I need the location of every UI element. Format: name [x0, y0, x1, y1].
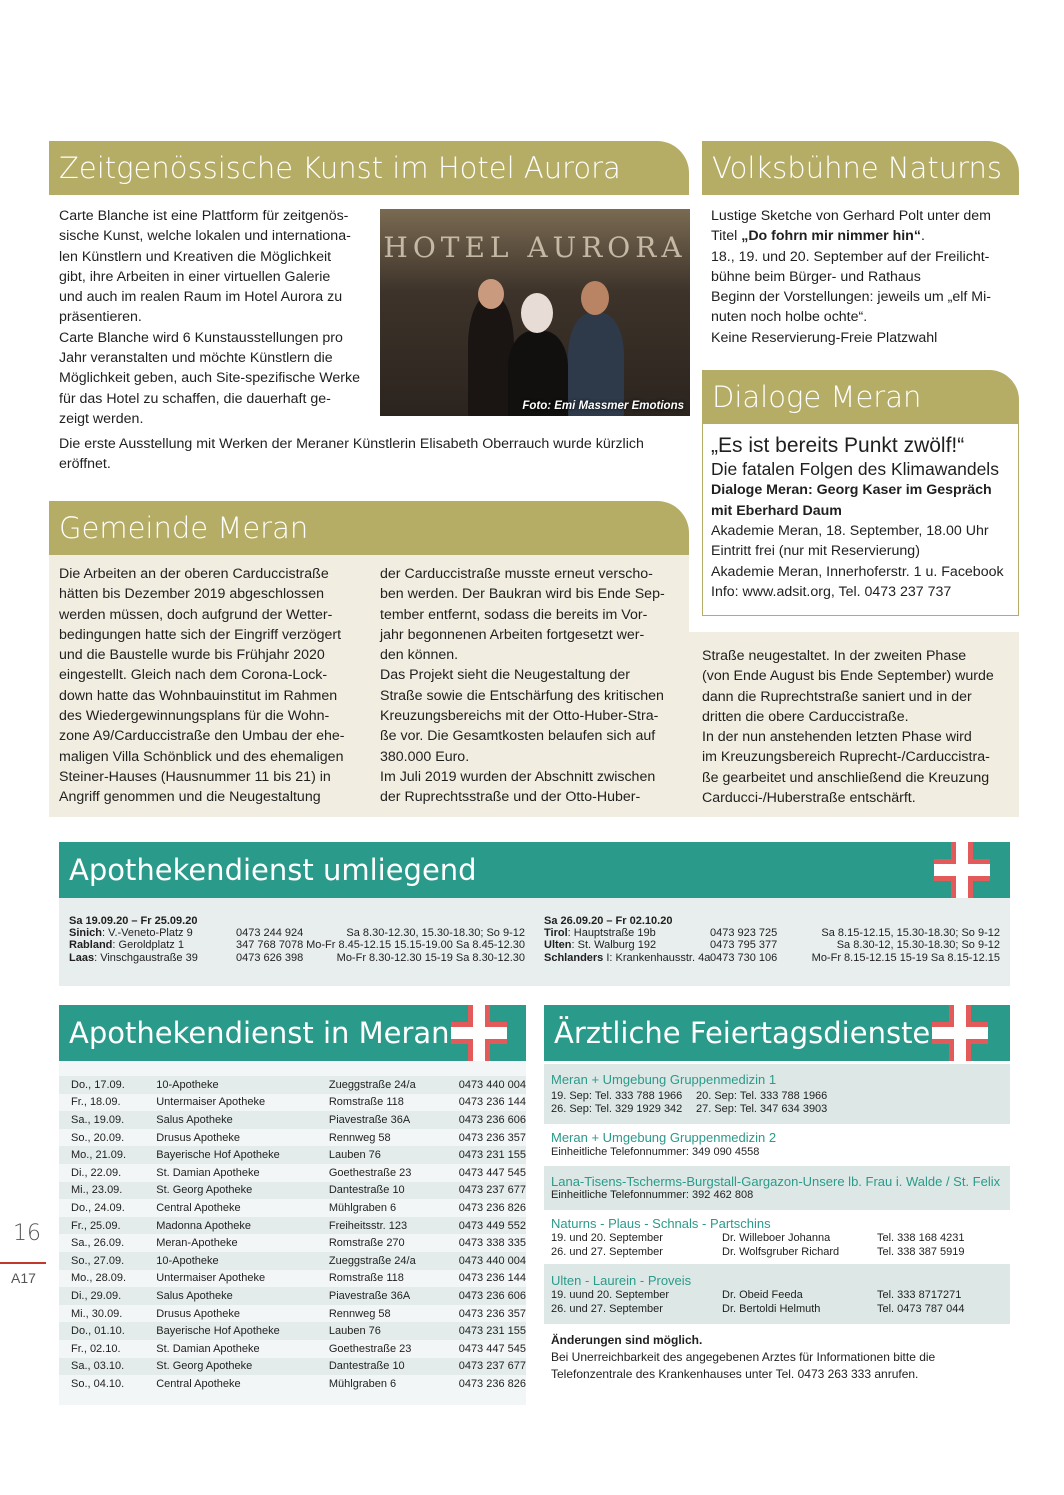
text-line: Straße sowie die Entschärfung des kritischen	[380, 687, 664, 704]
gemeinde-col-2	[380, 564, 690, 808]
photo-figure-butler-head	[521, 293, 553, 333]
text-line: Carte Blanche ist eine Plattform für zeitgenös-	[59, 208, 349, 224]
group-line: 19. Sep: Tel. 333 788 1966	[551, 1090, 683, 1102]
cell-phone: 0473 449 552	[453, 1217, 526, 1235]
cell-date: Sa., 03.10.	[59, 1358, 150, 1376]
text-line: ße vor. Die Gesamtkosten belaufen sich auf	[380, 728, 656, 745]
meran-pharmacy-table	[59, 1076, 526, 1393]
cell-phone: 0473 338 335	[458, 1237, 526, 1250]
cell-date: So., 27.09.	[59, 1252, 150, 1270]
period-label: Sa 19.09.20 – Fr 25.09.20	[69, 915, 198, 927]
table-row	[59, 1252, 526, 1270]
group-title: Meran + Umgebung Gruppenmedizin 1	[551, 1072, 777, 1087]
kunst-heading	[49, 141, 689, 195]
text-line: Dialoge Meran: Georg Kaser im Gespräch	[711, 482, 992, 498]
table-row	[59, 1358, 526, 1376]
dialoge-heading	[702, 370, 1019, 424]
pharmacy-row: Schlanders I: Krankenhausstr. 4a 0473 730 106 Mo-Fr 8.15-12.15 15-19 Sa 8.15-12.15	[544, 951, 1000, 964]
cell-address: Lauben 76	[323, 1322, 453, 1340]
page-code: A17	[11, 1270, 36, 1286]
aerzte-group-1	[544, 1064, 1010, 1124]
cell-address: Piavestraße 36A	[323, 1287, 453, 1305]
cell-pharmacy: Bayerische Hof Apotheke	[150, 1146, 323, 1164]
umliegend-left	[69, 915, 529, 964]
aerzte-note	[551, 1332, 1006, 1383]
group-line: Tel. 0473 787 044	[877, 1303, 965, 1315]
group-line: Einheitliche Telefonnummer: 392 462 808	[551, 1189, 754, 1201]
pharmacy-cross-icon	[934, 842, 990, 898]
text-line: 18., 19. und 20. September auf der Freilicht-	[711, 248, 990, 265]
pharmacy-row: Rabland: Geroldplatz 1 347 768 7078 Mo-Fr 8.45-12.15 15.15-19.00 Sa 8.45-12.30	[69, 939, 525, 952]
cell-address: Goethestraße 23	[328, 1166, 412, 1179]
dialoge-title: Dialoge Meran	[712, 380, 922, 414]
umliegend-heading	[59, 842, 1010, 898]
kunst-closing-paragraph: Die erste Ausstellung mit Werken der Meraner Künstlerin Elisabeth Oberrauch wurde kürzlich eröffnet.	[59, 436, 644, 473]
cell-date: Sa., 19.09.	[59, 1111, 150, 1129]
page-number-divider	[0, 1262, 46, 1264]
group-title: Ulten - Laurein - Proveis	[551, 1273, 692, 1288]
text-line: ße gearbeitet und anschließend die Kreuzung	[702, 769, 990, 786]
cell-address: Rennweg 58	[328, 1131, 391, 1144]
cell-address: Romstraße 118	[328, 1272, 404, 1285]
text-line: Info: www.adsit.org, Tel. 0473 237 737	[711, 583, 952, 600]
page-number: 16	[13, 1221, 41, 1246]
table-row	[59, 1322, 526, 1340]
cell-phone: 0473 236 606	[453, 1287, 526, 1305]
cell-address: Mühlgraben 6	[328, 1201, 397, 1214]
cell-phone: 0473 231 155	[453, 1322, 526, 1340]
cell-phone: 0473 440 004	[453, 1076, 526, 1094]
text-line: 380.000 Euro.	[380, 748, 470, 765]
table-row	[59, 1094, 526, 1112]
photo-caption: Foto: Emi Massmer Emotions	[522, 400, 684, 412]
cell-phone: 0473 236 826	[458, 1377, 526, 1390]
cell-date: Do., 24.09.	[71, 1201, 125, 1214]
table-row	[59, 1076, 526, 1094]
cell-phone: 0473 236 357	[458, 1131, 526, 1144]
text-line: der Carduccistraße musste erneut verscho-	[380, 566, 653, 582]
cell-pharmacy: Untermaiser Apotheke	[156, 1096, 266, 1109]
cell-address: Dantestraße 10	[323, 1358, 453, 1376]
text-line: werden müssen, doch aufgrund der Wetter-	[59, 606, 333, 623]
text-line: Die Arbeiten an der oberen Carduccistraße	[59, 566, 329, 582]
table-row	[59, 1111, 526, 1129]
cell-phone: 0473 236 606	[453, 1111, 526, 1129]
text-line: des Wiedergewinnungsplans für die Wohn-	[59, 708, 330, 725]
table-row	[59, 1270, 526, 1288]
group-line: Tel. 333 8717271	[877, 1289, 962, 1301]
text-line: Möglichkeit geben, auch Site-spezifische Werke	[59, 370, 360, 387]
text-line: für das Hotel zu schaffen, die dauerhaft ge-	[59, 390, 331, 407]
text-line: und auch im realen Raum im Hotel Aurora zu	[59, 289, 343, 306]
table-row	[59, 1129, 526, 1147]
text-line: mit Eberhard Daum	[711, 502, 842, 519]
period-label: Sa 26.09.20 – Fr 02.10.20	[544, 915, 673, 927]
table-row	[59, 1217, 526, 1235]
gemeinde-title: Gemeinde Meran	[59, 511, 309, 545]
pharmacy-row: Tirol: Hauptstraße 19b 0473 923 725 Sa 8.15-12.15, 15.30-18.30; So 9-12	[544, 927, 1000, 940]
volks-heading	[702, 141, 1019, 195]
group-line: 19. und 20. September	[551, 1232, 663, 1244]
text-span: Titel	[711, 228, 742, 245]
cell-pharmacy: Untermaiser Apotheke	[156, 1272, 266, 1285]
table-row	[59, 1164, 526, 1182]
text-line: Carte Blanche wird 6 Kunstausstellungen pro	[59, 329, 343, 346]
text-line: Das Projekt sieht die Neugestaltung der	[380, 667, 630, 684]
cell-date: Di., 29.09.	[59, 1287, 150, 1305]
text-line: ben werden. Der Baukran wird bis Ende Sep-	[380, 586, 665, 603]
text-line: Akademie Meran, 18. September, 18.00 Uhr	[711, 523, 989, 539]
cell-pharmacy: Salus Apotheke	[150, 1111, 323, 1129]
text-line: len Künstlern und Kreativen die Möglichkeit	[59, 248, 332, 265]
text-span: .	[920, 228, 925, 245]
cell-phone: 0473 237 677	[453, 1182, 526, 1200]
group-line: 20. Sep: Tel. 333 788 1966	[696, 1090, 828, 1102]
text-line: Kreuzungsbereichs mit der Otto-Huber-Stra-	[380, 708, 659, 725]
text-line: Straße neugestaltet. In der zweiten Phase	[702, 648, 967, 664]
group-line: Dr. Bertoldi Helmuth	[722, 1303, 821, 1315]
text-line: der Ruprechtsstraße und der Otto-Huber-	[380, 789, 641, 806]
text-line: präsentieren.	[59, 309, 142, 326]
cell-pharmacy: Meran-Apotheke	[156, 1237, 238, 1250]
group-line: Dr. Wolfsgruber Richard	[722, 1246, 840, 1258]
cell-pharmacy: Central Apotheke	[156, 1201, 241, 1214]
text-line: Im Juli 2019 wurden der Abschnitt zwischen	[380, 768, 656, 785]
cell-date: Mo., 21.09.	[59, 1146, 150, 1164]
cell-date: Mi., 30.09.	[71, 1307, 123, 1320]
photo-figure-man-head	[581, 281, 609, 315]
text-line: im Kreuzungsbereich Ruprecht-/Carduccistra-	[702, 749, 990, 766]
text-line: Carducci-/Huberstraße entschärft.	[702, 790, 916, 807]
text-line: down hatte das Wohnbauinstitut im Rahmen	[59, 687, 338, 704]
note-line: Bei Unerreichbarkeit des angegebenen Arztes für Informationen bitte die	[551, 1350, 936, 1364]
cell-address: Zueggstraße 24/a	[323, 1252, 453, 1270]
cell-pharmacy: 10-Apotheke	[150, 1076, 323, 1094]
umliegend-right	[544, 915, 1000, 964]
group-title: Naturns - Plaus - Schnals - Partschins	[551, 1216, 771, 1231]
pharmacy-row: Sinich: V.-Veneto-Platz 9 0473 244 924 Sa 8.30-12.30, 15.30-18.30; So 9-12	[69, 927, 525, 940]
cell-date: Fr., 02.10.	[71, 1342, 121, 1355]
note-line: Telefonzentrale des Krankenhauses unter Tel. 0473 263 333 anrufen.	[551, 1367, 919, 1381]
text-line: Beginn der Vorstellungen: jeweils um „elf Mi-	[711, 289, 991, 306]
cell-date: Mo., 28.09.	[71, 1272, 127, 1285]
kunst-text	[59, 206, 379, 429]
group-line: Einheitliche Telefonnummer: 349 090 4558	[551, 1146, 760, 1158]
volks-text	[711, 206, 1016, 348]
dialoge-quote: „Es ist bereits Punkt zwölf!“	[711, 434, 965, 457]
dialoge-subtitle: Die fatalen Folgen des Klimawandels	[711, 459, 999, 479]
group-line: Dr. Obeid Feeda	[722, 1289, 803, 1301]
note-heading: Änderungen sind möglich.	[551, 1333, 703, 1347]
text-line: dann die Ruprechtstraße saniert und in der	[702, 688, 972, 705]
group-line: 26. und 27. September	[551, 1246, 663, 1258]
cell-date: Fr., 25.09.	[59, 1217, 150, 1235]
play-title: „Do fohrn mir nimmer hin“	[741, 228, 921, 245]
pharmacy-cross-icon	[451, 1005, 507, 1061]
gemeinde-col-3	[702, 646, 1017, 808]
text-line: gibt, ihre Arbeiten in einer virtuellen Galerie	[59, 268, 331, 285]
aerzte-group-2	[544, 1124, 1010, 1166]
text-line: zeigt werden.	[59, 410, 144, 427]
cell-phone: 0473 237 677	[453, 1358, 526, 1376]
cell-date: So., 20.09.	[71, 1131, 125, 1144]
group-line: 26. und 27. September	[551, 1303, 663, 1315]
text-line: jahr begonnenen Arbeiten fortgesetzt wer-	[380, 626, 645, 643]
cell-address: Mühlgraben 6	[328, 1377, 397, 1390]
kunst-title: Zeitgenössische Kunst im Hotel Aurora	[59, 151, 621, 185]
cell-address: Freiheitsstr. 123	[323, 1217, 453, 1235]
text-line: tember entfernt, sodass die bereits im Vor-	[380, 606, 648, 623]
group-line: Dr. Willeboer Johanna	[722, 1232, 831, 1244]
dialoge-text	[711, 434, 1016, 602]
text-line: bedingungen hatte sich der Eingriff verzögert	[59, 626, 342, 643]
cell-phone: 0473 236 826	[458, 1201, 526, 1214]
group-line: Tel. 338 168 4231	[877, 1232, 965, 1244]
cell-pharmacy: St. Damian Apotheke	[156, 1166, 260, 1179]
aerzte-group-4	[544, 1210, 1010, 1264]
cell-date: Mi., 23.09.	[59, 1182, 150, 1200]
table-row	[59, 1287, 526, 1305]
cell-pharmacy: St. Damian Apotheke	[156, 1342, 260, 1355]
group-line: 19. uund 20. September	[551, 1289, 670, 1301]
aerzte-group-3	[544, 1166, 1010, 1210]
cell-address: Goethestraße 23	[328, 1342, 412, 1355]
meran-title: Apothekendienst in Meran	[69, 1016, 450, 1050]
table-row	[59, 1375, 526, 1393]
table-row	[59, 1234, 526, 1252]
text-line: Akademie Meran, Innerhoferstr. 1 u. Facebook	[711, 563, 1004, 580]
cell-pharmacy: Madonna Apotheke	[150, 1217, 323, 1235]
gemeinde-heading	[49, 501, 689, 555]
aerzte-title: Ärztliche Feiertagsdienste	[554, 1016, 931, 1050]
cell-pharmacy: St. Georg Apotheke	[150, 1182, 323, 1200]
table-row	[59, 1182, 526, 1200]
text-line: (von Ende August bis Ende September) wurde	[702, 668, 994, 685]
text-line: Jahr veranstalten und möchte Künstlern die	[59, 350, 333, 367]
cell-address: Dantestraße 10	[323, 1182, 453, 1200]
cell-date: Di., 22.09.	[71, 1166, 122, 1179]
group-line: 26. Sep: Tel. 329 1929 342	[551, 1103, 683, 1115]
text-line: In der nun anstehenden letzten Phase wird	[702, 729, 972, 746]
text-line: zone A9/Carduccistraße den Umbau der ehe-	[59, 728, 345, 745]
group-line: Tel. 338 387 5919	[877, 1246, 965, 1258]
volks-title: Volksbühne Naturns	[712, 151, 1003, 185]
cell-date: Do., 01.10.	[59, 1322, 150, 1340]
table-row	[59, 1340, 526, 1358]
cell-date: Fr., 18.09.	[71, 1096, 121, 1109]
cell-address: Romstraße 270	[328, 1237, 405, 1250]
cell-phone: 0473 440 004	[453, 1252, 526, 1270]
text-line: nuten noch holbe ochte“.	[711, 309, 868, 326]
text-line: den können.	[380, 647, 459, 664]
cell-pharmacy: St. Georg Apotheke	[150, 1358, 323, 1376]
medical-cross-icon	[932, 1005, 988, 1061]
cell-pharmacy: Salus Apotheke	[150, 1287, 323, 1305]
text-line: Lustige Sketche von Gerhard Polt unter dem	[711, 208, 991, 224]
pharmacy-row: Ulten: St. Walburg 192 0473 795 377 Sa 8.30-12, 15.30-18.30; So 9-12	[544, 939, 1000, 952]
cell-phone: 0473 236 357	[458, 1307, 526, 1320]
text-line: und die Baustelle wurde bis Frühjahr 2020	[59, 647, 325, 664]
cell-date: Sa., 26.09.	[71, 1237, 125, 1250]
cell-phone: 0473 231 155	[453, 1146, 526, 1164]
pharmacy-row: Laas: Vinschgaustraße 39 0473 626 398 Mo-Fr 8.30-12.30 15-19 Sa 8.30-12.30	[69, 951, 525, 964]
text-line: Eintritt frei (nur mit Reservierung)	[711, 543, 920, 560]
text-line: Steiner-Hauses (Hausnummer 11 bis 21) in	[59, 768, 331, 785]
group-line: 27. Sep: Tel. 347 634 3903	[696, 1103, 828, 1115]
photo-figure-woman-head	[478, 279, 504, 309]
table-row	[59, 1199, 526, 1217]
hotel-aurora-photo	[380, 209, 690, 416]
cell-pharmacy: Bayerische Hof Apotheke	[150, 1322, 323, 1340]
text-line: maligen Villa Schönblick und des ehemaligen	[59, 748, 344, 765]
text-line	[711, 226, 1016, 246]
table-row	[59, 1305, 526, 1323]
cell-phone: 0473 447 545	[458, 1342, 526, 1355]
text-line: Keine Reservierung-Freie Platzwahl	[711, 329, 938, 346]
cell-phone: 0473 236 144	[458, 1272, 526, 1285]
photo-sign-text: HOTEL AURORA	[383, 231, 687, 264]
umliegend-title: Apothekendienst umliegend	[69, 853, 477, 887]
cell-date: Do., 17.09.	[59, 1076, 150, 1094]
text-line: eingestellt. Gleich nach dem Corona-Lock-	[59, 667, 328, 684]
text-line: Angriff genommen und die Neugestaltung	[59, 789, 321, 806]
cell-address: Rennweg 58	[328, 1307, 391, 1320]
cell-address: Romstraße 118	[328, 1096, 404, 1109]
cell-pharmacy: Drusus Apotheke	[156, 1307, 241, 1320]
gemeinde-col-1	[59, 564, 379, 808]
cell-address: Piavestraße 36A	[323, 1111, 453, 1129]
cell-pharmacy: 10-Apotheke	[150, 1252, 323, 1270]
cell-date: So., 04.10.	[71, 1377, 125, 1390]
text-line: sische Kunst, welche lokalen und internationa-	[59, 228, 351, 245]
group-title: Meran + Umgebung Gruppenmedizin 2	[551, 1130, 777, 1145]
text-line: hätten bis Dezember 2019 abgeschlossen	[59, 586, 325, 603]
table-row	[59, 1146, 526, 1164]
cell-address: Lauben 76	[323, 1146, 453, 1164]
cell-pharmacy: Drusus Apotheke	[156, 1131, 241, 1144]
cell-phone: 0473 447 545	[458, 1166, 526, 1179]
text-line: bühne beim Bürger- und Rathaus	[711, 268, 921, 285]
cell-pharmacy: Central Apotheke	[156, 1377, 241, 1390]
cell-address: Zueggstraße 24/a	[323, 1076, 453, 1094]
group-title: Lana-Tisens-Tscherms-Burgstall-Gargazon-Unsere lb. Frau i. Walde / St. Felix	[551, 1174, 1001, 1189]
aerzte-group-5	[544, 1264, 1010, 1324]
text-line: dritten die obere Carduccistraße.	[702, 708, 909, 725]
cell-phone: 0473 236 144	[458, 1096, 526, 1109]
